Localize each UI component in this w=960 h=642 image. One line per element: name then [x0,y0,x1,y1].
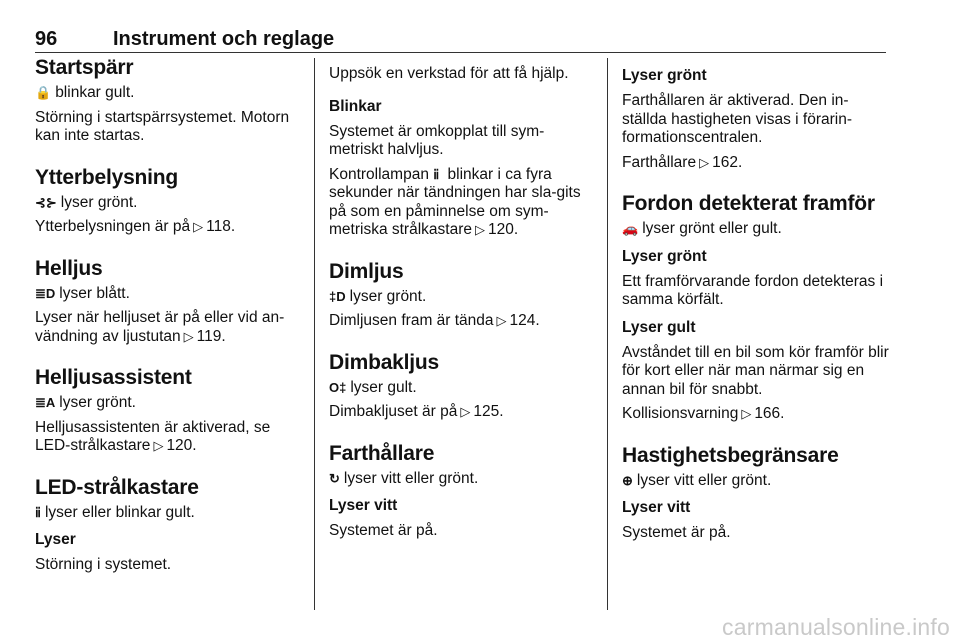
body-text: Farthållare ▷ 162. [622,153,743,171]
led-headlight-icon: ⅱ [35,504,41,520]
status-line: ⊕ lyser vitt eller grönt. [622,471,772,489]
subheading-lyser: Lyser [35,531,76,548]
heading-dimbakljus: Dimbakljus [329,350,440,374]
running-title: Instrument och reglage [113,28,335,50]
body-text: Systemet är på. [329,522,438,539]
high-beam-icon: ≣D [35,285,56,301]
body-text: Systemet är på. [622,524,731,541]
column-divider [314,58,315,610]
status-line: ≣D lyser blått. [35,284,130,302]
body-text: Dimbakljuset är på ▷ 125. [329,403,504,420]
body-text: Lyser när helljuset är på eller vid an-vändning av ljustutan ▷ 119. [35,309,285,345]
heading-startsparr: Startspärr [35,56,134,79]
page-ref-icon: ▷ [460,404,471,419]
watermark: carmanualsonline.info [722,614,950,640]
column-2 [329,55,594,541]
page-ref[interactable]: 118. [206,218,236,235]
subheading-lyser-vitt: Lyser vitt [329,497,398,514]
heading-fordon-detekterat: Fordon detekterat framför [622,192,875,215]
page-ref-icon: ▷ [496,313,507,328]
heading-led-stralkastare: LED-strålkastare [35,475,199,499]
subheading-lyser-vitt: Lyser vitt [622,499,691,516]
page-number: 96 [35,28,58,50]
immobilizer-icon: 🔒 [35,85,52,100]
status-line: 🔒 blinkar gult. [35,84,135,101]
column-1 [35,55,305,575]
status-line: ≣A lyser grönt. [35,394,136,411]
page-ref[interactable]: 119. [196,327,226,345]
page-ref-icon: ▷ [193,219,204,234]
heading-ytterbelysning: Ytterbelysning [35,165,179,189]
body-text: Ytterbelysningen är på ▷ 118. [35,218,236,235]
body-text: Kollisionsvarning ▷ 166. [622,405,785,422]
status-line: 🚗 lyser grönt eller gult. [622,220,782,237]
exterior-light-icon: ⊰⊱ [35,194,57,210]
page-ref[interactable]: 166. [754,405,785,422]
page-ref[interactable]: 162. [712,153,743,171]
body-text: Störning i startspärrsystemet. Motorn kan inte startas. [35,108,290,144]
page-ref[interactable]: 120. [166,437,197,454]
subheading-lyser-gult: Lyser gult [622,318,696,336]
body-text: Ett framförvarande fordon detekteras i samma körfält. [622,272,884,308]
page-ref-icon: ▷ [183,328,194,344]
page-ref-icon: ▷ [153,438,164,453]
fog-light-icon: ‡D [329,288,346,304]
body-text: Farthållaren är aktiverad. Den in-ställda hastigheten visas i förarin-formationscentralen. [622,92,853,146]
status-line: O‡ lyser gult. [329,378,417,396]
led-headlight-icon: ⅱ [433,166,440,182]
subheading-blinkar: Blinkar [329,97,382,115]
body-text: Kontrollampan ⅱ blinkar i ca fyra sekunder när tändningen har sla-gits på som en påminnelse om sym-metriska strålkastare ▷ 120. [329,165,581,238]
page-ref-icon: ▷ [741,406,752,421]
subheading-lyser-gront: Lyser grönt [622,67,707,84]
page-ref-icon: ▷ [474,222,485,237]
page-ref-icon: ▷ [699,154,710,170]
column-divider [607,58,608,610]
body-text: Systemet är omkopplat till sym-metriskt halvljus. [329,122,545,158]
heading-helljusassistent: Helljusassistent [35,366,192,389]
body-text: Störning i systemet. [35,556,172,573]
column-3 [622,55,890,543]
body-text: Avståndet till en bil som kör framför blir för kort eller när man närmar sig en annan bil för snabbt. [622,343,889,398]
cruise-control-icon: ↻ [329,470,340,486]
speed-limiter-icon: ⊕ [622,472,633,488]
page-header [35,22,886,53]
body-text: Dimljusen fram är tända ▷ 124. [329,312,540,329]
body-text: Helljusassistenten är aktiverad, se LED-strålkastare ▷ 120. [35,418,271,454]
page-ref[interactable]: 120. [487,221,519,238]
heading-farthallare: Farthållare [329,441,435,465]
page-ref[interactable]: 125. [473,403,504,420]
status-line: ⊰⊱ lyser grönt. [35,193,138,211]
heading-hastighetsbegransare: Hastighetsbegränsare [622,443,839,467]
status-line: ‡D lyser grönt. [329,287,427,305]
heading-dimljus: Dimljus [329,259,404,283]
high-beam-assist-icon: ≣A [35,395,56,410]
body-text: Uppsök en verkstad för att få hjälp. [329,65,569,82]
rear-fog-icon: O‡ [329,379,347,395]
subheading-lyser-gront: Lyser grönt [622,247,707,265]
status-line: ⅱ lyser eller blinkar gult. [35,503,195,521]
heading-helljus: Helljus [35,256,103,280]
status-line: ↻ lyser vitt eller grönt. [329,469,479,487]
page-ref[interactable]: 124. [509,312,540,329]
vehicle-ahead-icon: 🚗 [622,221,639,236]
